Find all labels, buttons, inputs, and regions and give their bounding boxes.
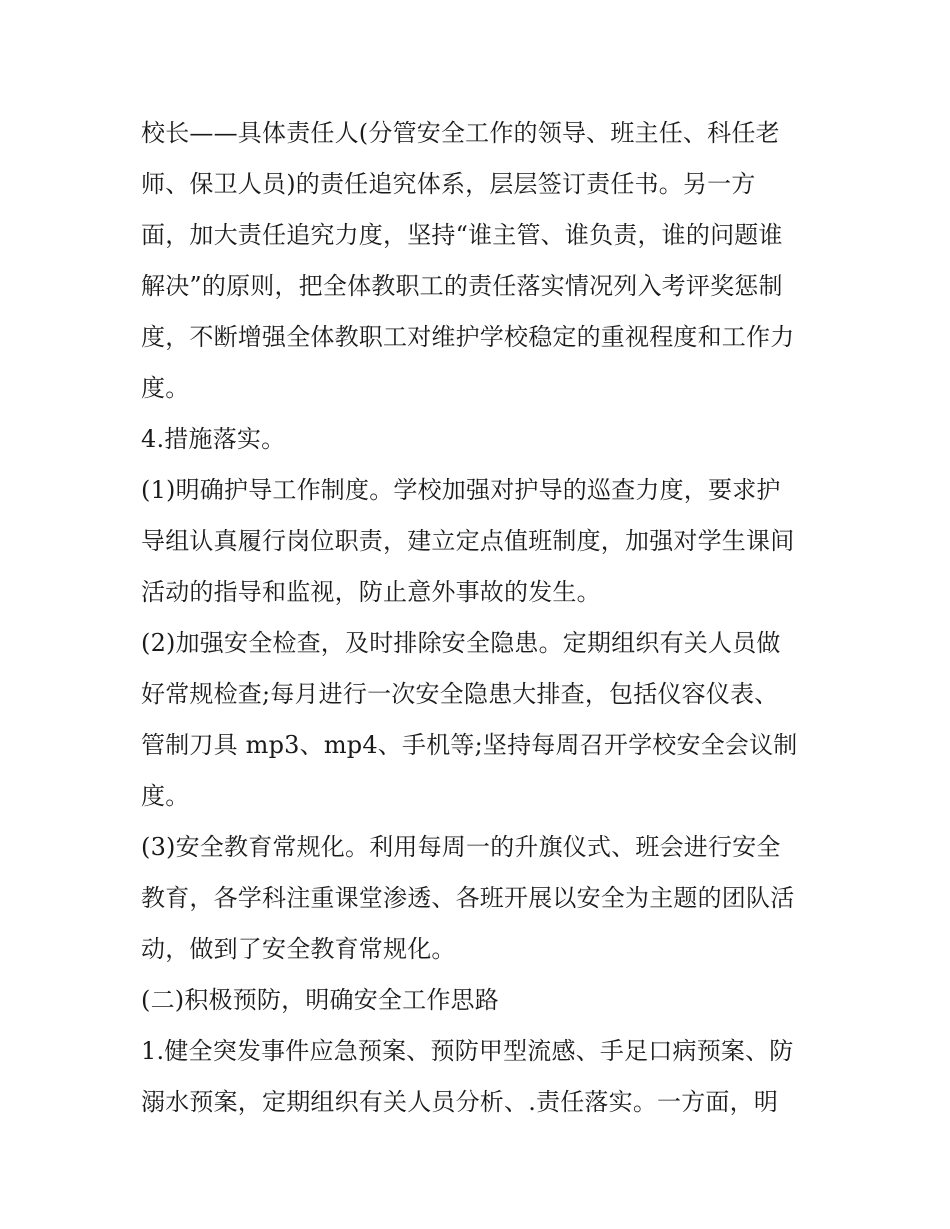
section-heading: (二)积极预防，明确安全工作思路 (141, 986, 499, 1014)
text-line: 校长——具体责任人(分管安全工作的领导、班主任、科任老 (141, 119, 780, 147)
section-heading: 4.措施落实。 (141, 425, 286, 453)
document-body (141, 108, 841, 1128)
text-line: (3)安全教育常规化。利用每周一的升旗仪式、班会进行安全 (141, 833, 781, 861)
text-line: 1.健全突发事件应急预案、预防甲型流感、手足口病预案、防 (141, 1037, 794, 1065)
text-line: 面，加大责任追究力度，坚持“谁主管、谁负责，谁的问题谁 (141, 221, 783, 249)
text-line: 度。 (141, 782, 190, 810)
text-line: 教育，各学科注重课堂渗透、各班开展以安全为主题的团队活 (141, 884, 795, 912)
text-line: (2)加强安全检查，及时排除安全隐患。定期组织有关人员做 (141, 629, 781, 657)
text-line: 度，不断增强全体教职工对维护学校稳定的重视程度和工作力 (141, 323, 795, 351)
text-line: 管制刀具 mp3、mp4、手机等;坚持每周召开学校安全会议制 (141, 731, 798, 759)
text-line: 导组认真履行岗位职责，建立定点值班制度，加强对学生课间 (141, 527, 795, 555)
text-line: 动，做到了安全教育常规化。 (141, 935, 456, 963)
text-line: 解决”的原则，把全体教职工的责任落实情况列入考评奖惩制 (141, 272, 783, 300)
text-line: 溺水预案，定期组织有关人员分析、.责任落实。一方面，明 (141, 1088, 779, 1116)
text-line: 师、保卫人员)的责任追究体系，层层签订责任书。另一方 (141, 170, 756, 198)
text-line: 活动的指导和监视，防止意外事故的发生。 (141, 578, 601, 606)
text-line: (1)明确护导工作制度。学校加强对护导的巡查力度，要求护 (141, 476, 781, 504)
text-line: 度。 (141, 374, 190, 402)
text-line: 好常规检查;每月进行一次安全隐患大排查，包括仪容仪表、 (141, 680, 779, 708)
